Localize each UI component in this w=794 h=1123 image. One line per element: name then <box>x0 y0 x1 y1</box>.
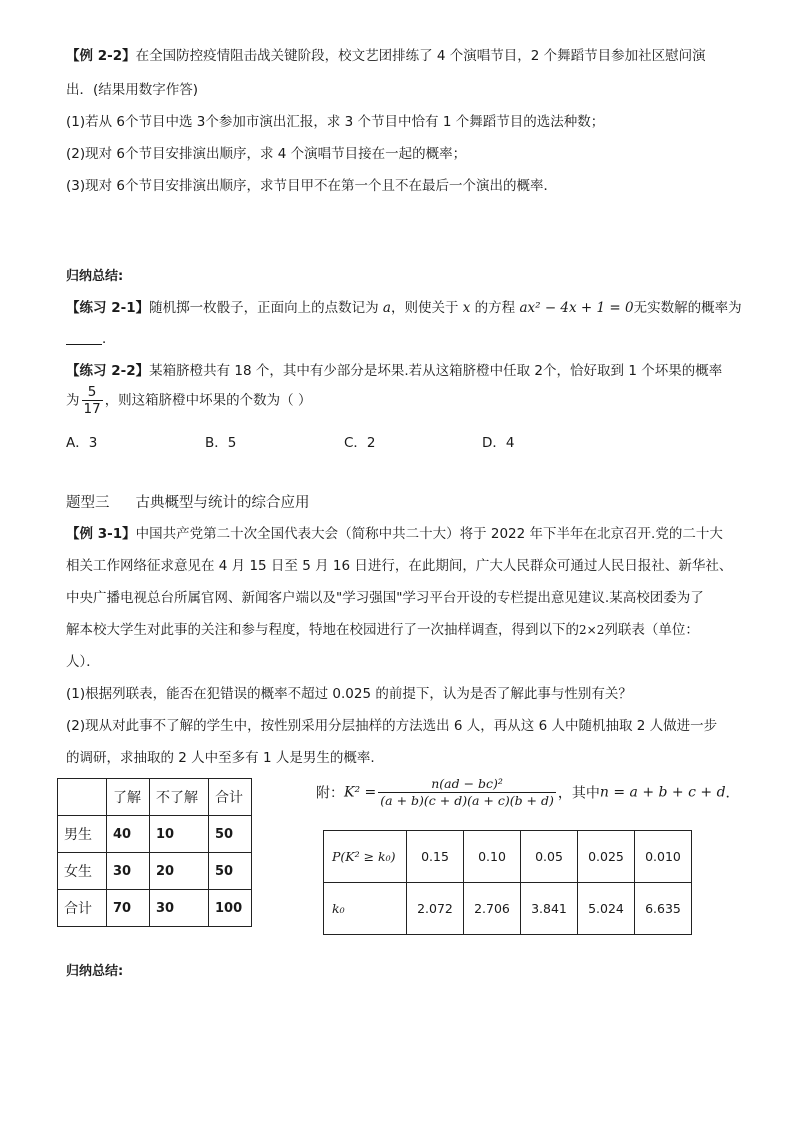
table-cell <box>58 779 107 816</box>
summary-label-2: 归纳总结: <box>66 964 124 979</box>
table-cell: 50 <box>209 853 252 890</box>
formula-n-def: n = a + b + c + d <box>599 784 726 801</box>
option-c: C．2 <box>344 435 376 451</box>
table-cell: 20 <box>150 853 209 890</box>
p22-pre: 为 <box>66 392 80 409</box>
section3-title: 古典概型与统计的综合应用 <box>135 495 310 511</box>
p21-var-a: a <box>382 300 391 316</box>
p21-equation: ax² − 4x + 1 = 0 <box>519 300 634 316</box>
formula-denominator: (a + b)(c + d)(a + c)(b + d) <box>380 793 554 808</box>
table-cell: 0.010 <box>635 831 692 883</box>
option-a: A．3 <box>66 435 98 451</box>
table-cell: 2.706 <box>464 883 521 935</box>
table-cell: 6.635 <box>635 883 692 935</box>
formula-end: ． <box>725 785 740 802</box>
appendix-label: 附： <box>316 785 344 802</box>
ex22-q2: (2)现对 6个节目安排演出顺序，求 4 个演唱节目接在一起的概率； <box>66 146 467 162</box>
p21-text-b: ，则使关于 <box>390 300 463 316</box>
summary-label-1: 归纳总结: <box>66 269 124 284</box>
table-cell: 0.10 <box>464 831 521 883</box>
p22-fraction <box>82 384 103 417</box>
table-row <box>58 890 252 927</box>
p22-frac-num: 5 <box>82 384 103 401</box>
option-b: B．5 <box>205 435 237 451</box>
table-cell: 男生 <box>58 816 107 853</box>
ex31-line4 <box>66 618 699 638</box>
table-cell: 了解 <box>107 779 150 816</box>
table-cell: k₀ <box>324 883 407 935</box>
p22-line2 <box>66 384 311 417</box>
ex31-line2: 相关工作网络征求意见在 4 月 15 日至 5 月 16 日进行，在此期间，广大人民群众可通过人民日报社、新华社、 <box>66 558 733 574</box>
option-d: D．4 <box>482 435 515 451</box>
ex31-2x2: 2×2 <box>579 623 605 637</box>
table-cell: 70 <box>107 890 150 927</box>
ex31-text1: 中国共产党第二十次全国代表大会（简称中共二十大）将于 2022 年下半年在北京召开.党的二十大 <box>135 526 723 542</box>
table-cell: 30 <box>150 890 209 927</box>
p22-tag: 【练习 2-2】 <box>66 363 150 379</box>
table-cell: 3.841 <box>521 883 578 935</box>
ex22-tag: 【例 2-2】 <box>66 48 136 64</box>
section3-heading <box>66 491 310 512</box>
ex31-line1 <box>66 522 723 542</box>
ex31-line5: 人）． <box>66 654 100 670</box>
section3-label: 题型三 <box>66 495 110 511</box>
p22-text1: 某箱脐橙共有 18 个，其中有少部分是坏果.若从这箱脐橙中任取 2个，恰好取到 1 个坏果的概率 <box>149 363 723 379</box>
formula-fraction <box>378 776 556 809</box>
formula-lhs: K² = <box>344 784 377 801</box>
p22-line1 <box>66 359 722 379</box>
ex31-line3: 中央广播电视总台所属官网、新闻客户端以及"学习强国"学习平台开设的专栏提出意见建议.某高校团委为了 <box>66 590 704 606</box>
formula-where: ，其中 <box>557 785 600 802</box>
table-row <box>58 853 252 890</box>
ex22-q1: (1)若从 6个节目中选 3个参加市演出汇报，求 3 个节目中恰有 1 个舞蹈节目的选法种数； <box>66 114 605 130</box>
table-cell: 0.15 <box>407 831 464 883</box>
critical-value-table <box>323 830 692 935</box>
p21-line2 <box>66 327 116 347</box>
p21-var-x: x <box>462 300 471 316</box>
table-cell: 0.025 <box>578 831 635 883</box>
contingency-table <box>57 778 252 927</box>
table-row <box>324 883 692 935</box>
ex22-q3: (3)现对 6个节目安排演出顺序，求节目甲不在第一个且不在最后一个演出的概率． <box>66 178 558 194</box>
table-cell: P(K² ≥ k₀) <box>324 831 407 883</box>
ex31-q2a: (2)现从对此事不了解的学生中，按性别采用分层抽样的方法选出 6 人，再从这 6 人中随机抽取 2 人做进一步 <box>66 718 718 734</box>
table-cell: 50 <box>209 816 252 853</box>
formula-numerator: n(ad − bc)² <box>378 776 556 793</box>
table-header-row <box>58 779 252 816</box>
table-row <box>58 816 252 853</box>
ex31-tag: 【例 3-1】 <box>66 526 136 542</box>
table-cell: 合计 <box>209 779 252 816</box>
ex31-q2b: 的调研，求抽取的 2 人中至多有 1 人是男生的概率. <box>66 750 375 766</box>
p21-end: ． <box>102 331 116 347</box>
ex22-line2: 出．(结果用数字作答) <box>66 82 199 98</box>
p21-text-d: 无实数解的概率为 <box>633 300 742 316</box>
p22-frac-den: 17 <box>83 401 101 417</box>
table-cell: 30 <box>107 853 150 890</box>
k2-formula <box>316 776 740 809</box>
table-cell: 10 <box>150 816 209 853</box>
ex22-text1: 在全国防控疫情阻击战关键阶段，校文艺团排练了 4 个演唱节目，2 个舞蹈节目参加社区慰问演 <box>135 48 706 64</box>
table-row <box>324 831 692 883</box>
table-cell: 100 <box>209 890 252 927</box>
p21-text-c: 的方程 <box>470 300 520 316</box>
ex31-text4a: 解本校大学生对此事的关注和参与程度，特地在校园进行了一次抽样调查，得到以下的 <box>66 622 579 638</box>
table-cell: 女生 <box>58 853 107 890</box>
p21-line1 <box>66 296 742 316</box>
answer-blank <box>66 331 102 345</box>
table-cell: 40 <box>107 816 150 853</box>
p21-text-a: 随机掷一枚骰子，正面向上的点数记为 <box>149 300 383 316</box>
p22-post: ，则这箱脐橙中坏果的个数为（ ） <box>104 392 312 409</box>
ex31-q1: (1)根据列联表，能否在犯错误的概率不超过 0.025 的前提下，认为是否了解此事与性别有关？ <box>66 686 632 702</box>
p21-tag: 【练习 2-1】 <box>66 300 150 316</box>
ex22-line1 <box>66 44 706 64</box>
table-cell: 2.072 <box>407 883 464 935</box>
table-cell: 5.024 <box>578 883 635 935</box>
table-cell: 0.05 <box>521 831 578 883</box>
table-cell: 合计 <box>58 890 107 927</box>
table-cell: 不了解 <box>150 779 209 816</box>
ex31-text4c: 列联表（单位： <box>604 622 699 638</box>
